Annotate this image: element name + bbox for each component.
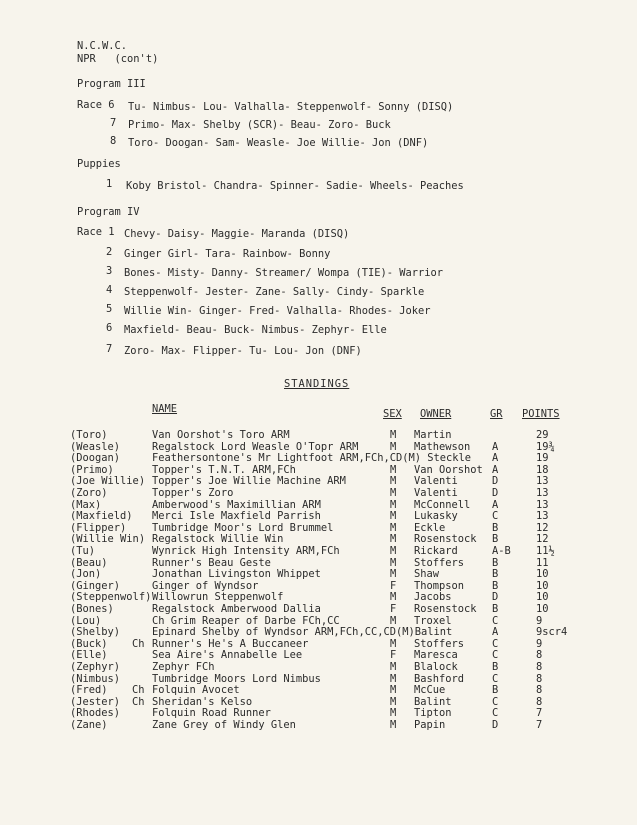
call-name-cell: (Nimbus)	[70, 672, 121, 685]
race-result: Steppenwolf- Jester- Zane- Sally- Cindy- Sparkle	[124, 286, 425, 298]
race-result: Zoro- Max- Flipper- Tu- Lou- Jon (DNF)	[124, 345, 362, 357]
points-cell: 11½	[536, 545, 555, 557]
registered-name-cell: Folquin Avocet	[152, 684, 240, 697]
registered-name-cell: Folquin Road Runner	[152, 707, 271, 720]
call-name-cell: (Rhodes)	[70, 707, 121, 720]
owner-cell: McCue	[414, 684, 446, 697]
call-name-cell: (Buck)	[70, 637, 108, 650]
registered-name-cell: Runner's He's A Buccaneer	[152, 637, 309, 650]
points-cell: 29	[536, 429, 549, 441]
grade-cell: B	[492, 556, 499, 569]
call-name-cell: (Elle)	[70, 649, 108, 662]
grade-cell: D	[492, 719, 499, 731]
points-cell: 9	[536, 614, 543, 627]
race-label: 8	[110, 135, 117, 147]
column-header-points: POINTS	[522, 408, 560, 420]
registered-name-cell: Amberwood's Maximillian ARM	[152, 498, 321, 511]
org-heading: N.C.W.C.	[77, 40, 128, 52]
ch-prefix-cell: Ch	[132, 637, 145, 650]
owner-cell: Mathewson	[414, 440, 471, 453]
points-cell: 13	[536, 510, 549, 523]
race-label: 2	[106, 246, 113, 258]
call-name-cell: (Maxfield)	[70, 510, 133, 523]
grade-cell: A	[492, 452, 499, 465]
points-cell: 19	[536, 452, 549, 465]
sex-cell: M	[390, 498, 397, 511]
grade-cell: C	[492, 637, 499, 650]
registered-name-cell: Sea Aire's Annabelle Lee	[152, 649, 303, 662]
owner-cell: Balint	[414, 695, 452, 708]
sex-cell: F	[390, 603, 397, 615]
grade-cell: C	[492, 649, 499, 662]
grade-cell: C	[492, 672, 499, 685]
points-cell: 8	[536, 661, 543, 673]
points-cell: 9	[536, 637, 543, 650]
registered-name-cell: Zane Grey of Windy Glen	[152, 719, 296, 731]
owner-cell: Stoffers	[414, 637, 465, 650]
owner-cell: Eckle	[414, 521, 446, 534]
sex-cell: M	[390, 545, 397, 557]
call-name-cell: (Steppenwolf)	[70, 591, 152, 604]
grade-cell: B	[492, 533, 499, 546]
grade-cell: A	[492, 463, 499, 476]
registered-name-cell: Ginger of Wyndsor	[152, 579, 259, 592]
owner-cell: Blalock	[414, 661, 458, 673]
race-result: Koby Bristol- Chandra- Spinner- Sadie- Wheels- Peaches	[126, 180, 464, 192]
points-cell: 10	[536, 579, 549, 592]
sex-cell: M	[390, 475, 397, 488]
owner-cell: Rosenstock	[414, 603, 477, 615]
owner-cell: Stoffers	[414, 556, 465, 569]
sub-heading: NPR (con't)	[77, 53, 159, 65]
registered-name-cell: Regalstock Lord Weasle O'Topr ARM	[152, 440, 359, 453]
race-label: 6	[106, 322, 113, 334]
grade-cell: C	[492, 695, 499, 708]
owner-cell: Bashford	[414, 672, 465, 685]
column-header-sex: SEX	[383, 408, 402, 420]
registered-name-cell: Regalstock Willie Win	[152, 533, 284, 546]
sex-cell: M	[390, 661, 397, 673]
grade-cell: A	[492, 626, 499, 639]
call-name-cell: (Zoro)	[70, 487, 108, 499]
call-name-cell: (Weasle)	[70, 440, 121, 453]
points-cell: 12	[536, 521, 549, 534]
grade-cell: D	[492, 487, 499, 499]
call-name-cell: (Max)	[70, 498, 102, 511]
ch-prefix-cell: Ch	[132, 684, 145, 697]
grade-cell: D	[492, 475, 499, 488]
registered-name-cell: Wynrick High Intensity ARM,FCh	[152, 545, 340, 557]
call-name-cell: (Toro)	[70, 429, 108, 441]
sex-cell: M	[390, 591, 397, 604]
table-row	[0, 719, 637, 732]
sex-cell: M	[390, 707, 397, 720]
points-cell: 8	[536, 649, 543, 662]
points-cell: 9scr4	[536, 626, 568, 639]
sex-cell: M	[390, 487, 397, 499]
sex-cell: M	[390, 556, 397, 569]
sex-cell: M	[390, 637, 397, 650]
call-name-cell: (Primo)	[70, 463, 114, 476]
grade-cell: B	[492, 603, 499, 615]
puppies-title: Puppies	[77, 158, 121, 170]
owner-cell: Van Oorshot	[414, 463, 483, 476]
race-label: 4	[106, 284, 113, 296]
standings-title: STANDINGS	[284, 378, 350, 390]
registered-name-cell: Zephyr FCh	[152, 661, 215, 673]
owner-cell: McConnell	[414, 498, 471, 511]
grade-cell: A	[492, 498, 499, 511]
owner-cell: Thompson	[414, 579, 465, 592]
owner-cell: Papin	[414, 719, 446, 731]
sex-cell: M	[390, 684, 397, 697]
grade-cell: B	[492, 661, 499, 673]
column-header-name: NAME	[152, 403, 178, 415]
column-header-owner: OWNER	[420, 408, 452, 420]
call-name-cell: (Lou)	[70, 614, 102, 627]
registered-name-cell: Van Oorshot's Toro ARM	[152, 429, 290, 441]
call-name-cell: (Doogan)	[70, 452, 121, 465]
sex-cell: M	[390, 719, 397, 731]
points-cell: 13	[536, 475, 549, 488]
registered-name-cell: Runner's Beau Geste	[152, 556, 271, 569]
points-cell: 10	[536, 568, 549, 581]
grade-cell: C	[492, 614, 499, 627]
points-cell: 8	[536, 672, 543, 685]
points-cell: 10	[536, 591, 549, 604]
race-result: Ginger Girl- Tara- Rainbow- Bonny	[124, 248, 331, 260]
registered-name-cell: Ch Grim Reaper of Darbe FCh,CC	[152, 614, 340, 627]
call-name-cell: (Zane)	[70, 719, 108, 731]
race-result: Chevy- Daisy- Maggie- Maranda (DISQ)	[124, 228, 350, 240]
call-name-cell: (Zephyr)	[70, 661, 121, 673]
points-cell: 12	[536, 533, 549, 546]
registered-name-cell: Topper's Zoro	[152, 487, 234, 499]
race-label: 3	[106, 265, 113, 277]
sex-cell: M	[390, 463, 397, 476]
points-cell: 18	[536, 463, 549, 476]
call-name-cell: (Bones)	[70, 603, 114, 615]
grade-cell: B	[492, 579, 499, 592]
registered-name-cell: Sheridan's Kelso	[152, 695, 253, 708]
race-result: Maxfield- Beau- Buck- Nimbus- Zephyr- Elle	[124, 324, 387, 336]
points-cell: 13	[536, 498, 549, 511]
sex-cell: F	[390, 579, 397, 592]
call-name-cell: (Ginger)	[70, 579, 121, 592]
call-name-cell: (Beau)	[70, 556, 108, 569]
ch-prefix-cell: Ch	[132, 695, 145, 708]
call-name-cell: (Tu)	[70, 545, 96, 557]
race-label: 7	[110, 117, 117, 129]
grade-cell: B	[492, 568, 499, 581]
race-result: Bones- Misty- Danny- Streamer/ Wompa (TIE)- Warrior	[124, 267, 444, 279]
sex-cell: M	[390, 533, 397, 546]
owner-cell: Martin	[414, 429, 452, 441]
owner-cell: Maresca	[414, 649, 458, 662]
call-name-cell: (Joe Willie)	[70, 475, 146, 488]
call-name-cell: (Flipper)	[70, 521, 127, 534]
registered-name-cell: Feathersontone's Mr Lightfoot ARM,FCh,CD(M) Steckle	[152, 452, 472, 465]
sex-cell: M	[390, 440, 397, 453]
race-label: Race 6	[77, 99, 115, 111]
sex-cell: M	[390, 695, 397, 708]
registered-name-cell: Jonathan Livingston Whippet	[152, 568, 321, 581]
registered-name-cell: Willowrun Steppenwolf	[152, 591, 284, 604]
call-name-cell: (Fred)	[70, 684, 108, 697]
owner-cell: Tipton	[414, 707, 452, 720]
registered-name-cell: Epinard Shelby of Wyndsor ARM,FCh,CC,CD(M)Balint	[152, 626, 453, 639]
grade-cell: A-B	[492, 545, 511, 557]
sex-cell: F	[390, 649, 397, 662]
sex-cell: M	[390, 521, 397, 534]
owner-cell: Jacobs	[414, 591, 452, 604]
grade-cell: D	[492, 591, 499, 604]
registered-name-cell: Merci Isle Maxfield Parrish	[152, 510, 321, 523]
points-cell: 7	[536, 719, 543, 731]
program-iii-title: Program III	[77, 78, 146, 90]
race-label: 7	[106, 343, 113, 355]
owner-cell: Troxel	[414, 614, 452, 627]
grade-cell: C	[492, 707, 499, 720]
owner-cell: Lukasky	[414, 510, 458, 523]
race-result: Willie Win- Ginger- Fred- Valhalla- Rhodes- Joker	[124, 305, 431, 317]
call-name-cell: (Shelby)	[70, 626, 121, 639]
call-name-cell: (Willie Win)	[70, 533, 146, 546]
race-label: 5	[106, 303, 113, 315]
program-iv-title: Program IV	[77, 206, 140, 218]
sex-cell: M	[390, 568, 397, 581]
points-cell: 10	[536, 603, 549, 615]
points-cell: 8	[536, 684, 543, 697]
registered-name-cell: Tumbridge Moor's Lord Brummel	[152, 521, 334, 534]
sex-cell: M	[390, 614, 397, 627]
call-name-cell: (Jester)	[70, 695, 121, 708]
column-header-gr: GR	[490, 408, 503, 420]
points-cell: 19¾	[536, 440, 555, 453]
sex-cell: M	[390, 429, 397, 441]
registered-name-cell: Regalstock Amberwood Dallia	[152, 603, 321, 615]
race-result: Toro- Doogan- Sam- Weasle- Joe Willie- Jon (DNF)	[128, 137, 429, 149]
owner-cell: Valenti	[414, 475, 458, 488]
sex-cell: M	[390, 672, 397, 685]
registered-name-cell: Topper's Joe Willie Machine ARM	[152, 475, 346, 488]
points-cell: 8	[536, 695, 543, 708]
points-cell: 11	[536, 556, 549, 569]
grade-cell: C	[492, 510, 499, 523]
owner-cell: Rosenstock	[414, 533, 477, 546]
grade-cell: A	[492, 440, 499, 453]
registered-name-cell: Topper's T.N.T. ARM,FCh	[152, 463, 296, 476]
grade-cell: B	[492, 684, 499, 697]
race-label: Race 1	[77, 226, 115, 238]
race-label: 1	[106, 178, 113, 190]
call-name-cell: (Jon)	[70, 568, 102, 581]
points-cell: 13	[536, 487, 549, 499]
race-result: Primo- Max- Shelby (SCR)- Beau- Zoro- Buck	[128, 119, 391, 131]
sex-cell: M	[390, 510, 397, 523]
grade-cell: B	[492, 521, 499, 534]
registered-name-cell: Tumbridge Moors Lord Nimbus	[152, 672, 321, 685]
owner-cell: Shaw	[414, 568, 440, 581]
race-result: Tu- Nimbus- Lou- Valhalla- Steppenwolf- Sonny (DISQ)	[128, 101, 454, 113]
points-cell: 7	[536, 707, 543, 720]
owner-cell: Rickard	[414, 545, 458, 557]
owner-cell: Valenti	[414, 487, 458, 499]
